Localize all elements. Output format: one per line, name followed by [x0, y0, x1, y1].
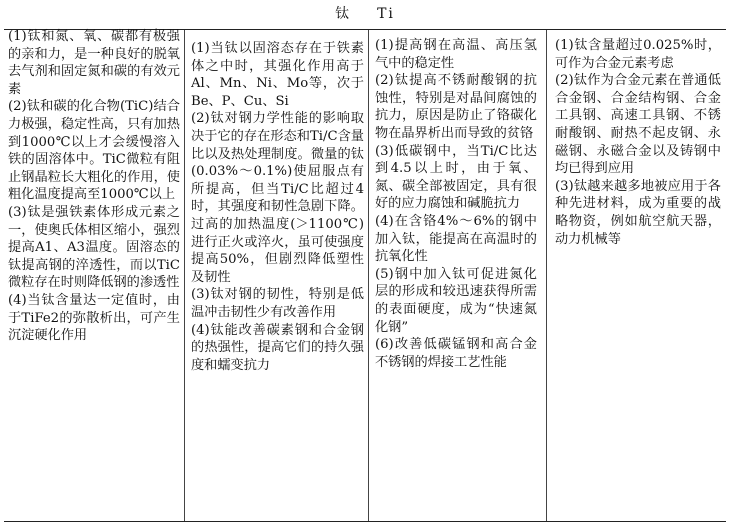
table-cell-column-4 — [555, 37, 721, 525]
cell-paragraph: (4)钛能改善碳素钢和合金钢的热强性，提高它们的持久强度和蠕变抗力 — [191, 322, 364, 373]
cell-paragraph: (2)钛作为合金元素在普通低合金钢、合金结构钢、合金工具钢、高速工具钢、不锈耐酸钢、耐热不起皮钢、永磁钢、永磁合金以及铸钢中均已得到应用 — [555, 73, 721, 177]
table-cell-column-1 — [8, 28, 180, 516]
cell-paragraph: (6)改善低碳锰钢和高合金不锈钢的焊接工艺性能 — [375, 337, 537, 370]
table-bottom-rule — [4, 521, 726, 522]
table-title — [0, 4, 730, 24]
cell-paragraph: (4)在含铬4%～6%的钢中加入钛，能提高在高温时的抗氧化性 — [375, 213, 537, 265]
cell-paragraph: (1)提高钢在高温、高压氢气中的稳定性 — [375, 38, 537, 71]
column-divider — [368, 30, 369, 521]
element-symbol: Ti — [377, 6, 395, 22]
column-divider — [184, 30, 185, 521]
cell-paragraph: (2)钛对钢力学性能的影响取决于它的存在形态和Ti/C含量比以及热处理制度。微量的钛(0.03%～0.1%)使屈服点有所提高，但当Ti/C比超过4时，其强度和韧性急剧下降。过高的加热温度(＞1100℃)进行正火或淬火，虽可使强度提高50%，但剧烈降低塑性及韧性 — [191, 111, 364, 285]
cell-paragraph: (1)钛含量超过0.025%时，可作为合金元素考虑 — [555, 38, 721, 71]
element-name: 钛 — [335, 6, 352, 22]
table-cell-column-3 — [375, 37, 537, 525]
cell-paragraph: (1)钛和氮、氧、碳都有极强的亲和力，是一种良好的脱氧去气剂和固定氮和碳的有效元素 — [8, 29, 180, 97]
cell-paragraph: (5)钢中加入钛可促进氮化层的形成和较迅速获得所需的表面硬度，成为“快速氮化钢” — [375, 266, 537, 335]
cell-paragraph: (2)钛提高不锈耐酸钢的抗蚀性，特别是对晶间腐蚀的抗力，原因是防止了铬碳化物在晶界析出而导致的贫铬 — [375, 73, 537, 141]
cell-paragraph: (3)钛对钢的韧性，特别是低温冲击韧性少有改善作用 — [191, 287, 364, 320]
table-cell-column-2 — [191, 40, 364, 528]
cell-paragraph: (2)钛和碳的化合物(TiC)结合力极强，稳定性高，只有加热到1000℃以上才会缓慢溶入铁的固溶体中。TiC微粒有阻止钢晶粒长大粗化的作用，使粗化温度提高至1000℃以上 — [8, 99, 180, 203]
cell-paragraph: (3)低碳钢中，当Ti/C比达到4.5以上时，由于氧、氮、碳全部被固定，具有很好的应力腐蚀和碱脆抗力 — [375, 143, 537, 212]
cell-paragraph: (3)钛是强铁素体形成元素之一，使奥氏体相区缩小，强烈提高A1、A3温度。固溶态的钛提高钢的淬透性，而以TiC微粒存在时则降低钢的渗透性 — [8, 204, 180, 291]
column-divider — [546, 30, 547, 521]
cell-paragraph: (4)当钛含量达一定值时，由于TiFe2的弥散析出，可产生沉淀硬化作用 — [8, 292, 180, 344]
cell-paragraph: (3)钛越来越多地被应用于各种先进材料，成为重要的战略物资，例如航空航天器，动力机械等 — [555, 178, 721, 247]
cell-paragraph: (1)当钛以固溶态存在于铁素体之中时，其强化作用高于Al、Mn、Ni、Mo等，次于Be、P、Cu、Si — [191, 41, 364, 109]
